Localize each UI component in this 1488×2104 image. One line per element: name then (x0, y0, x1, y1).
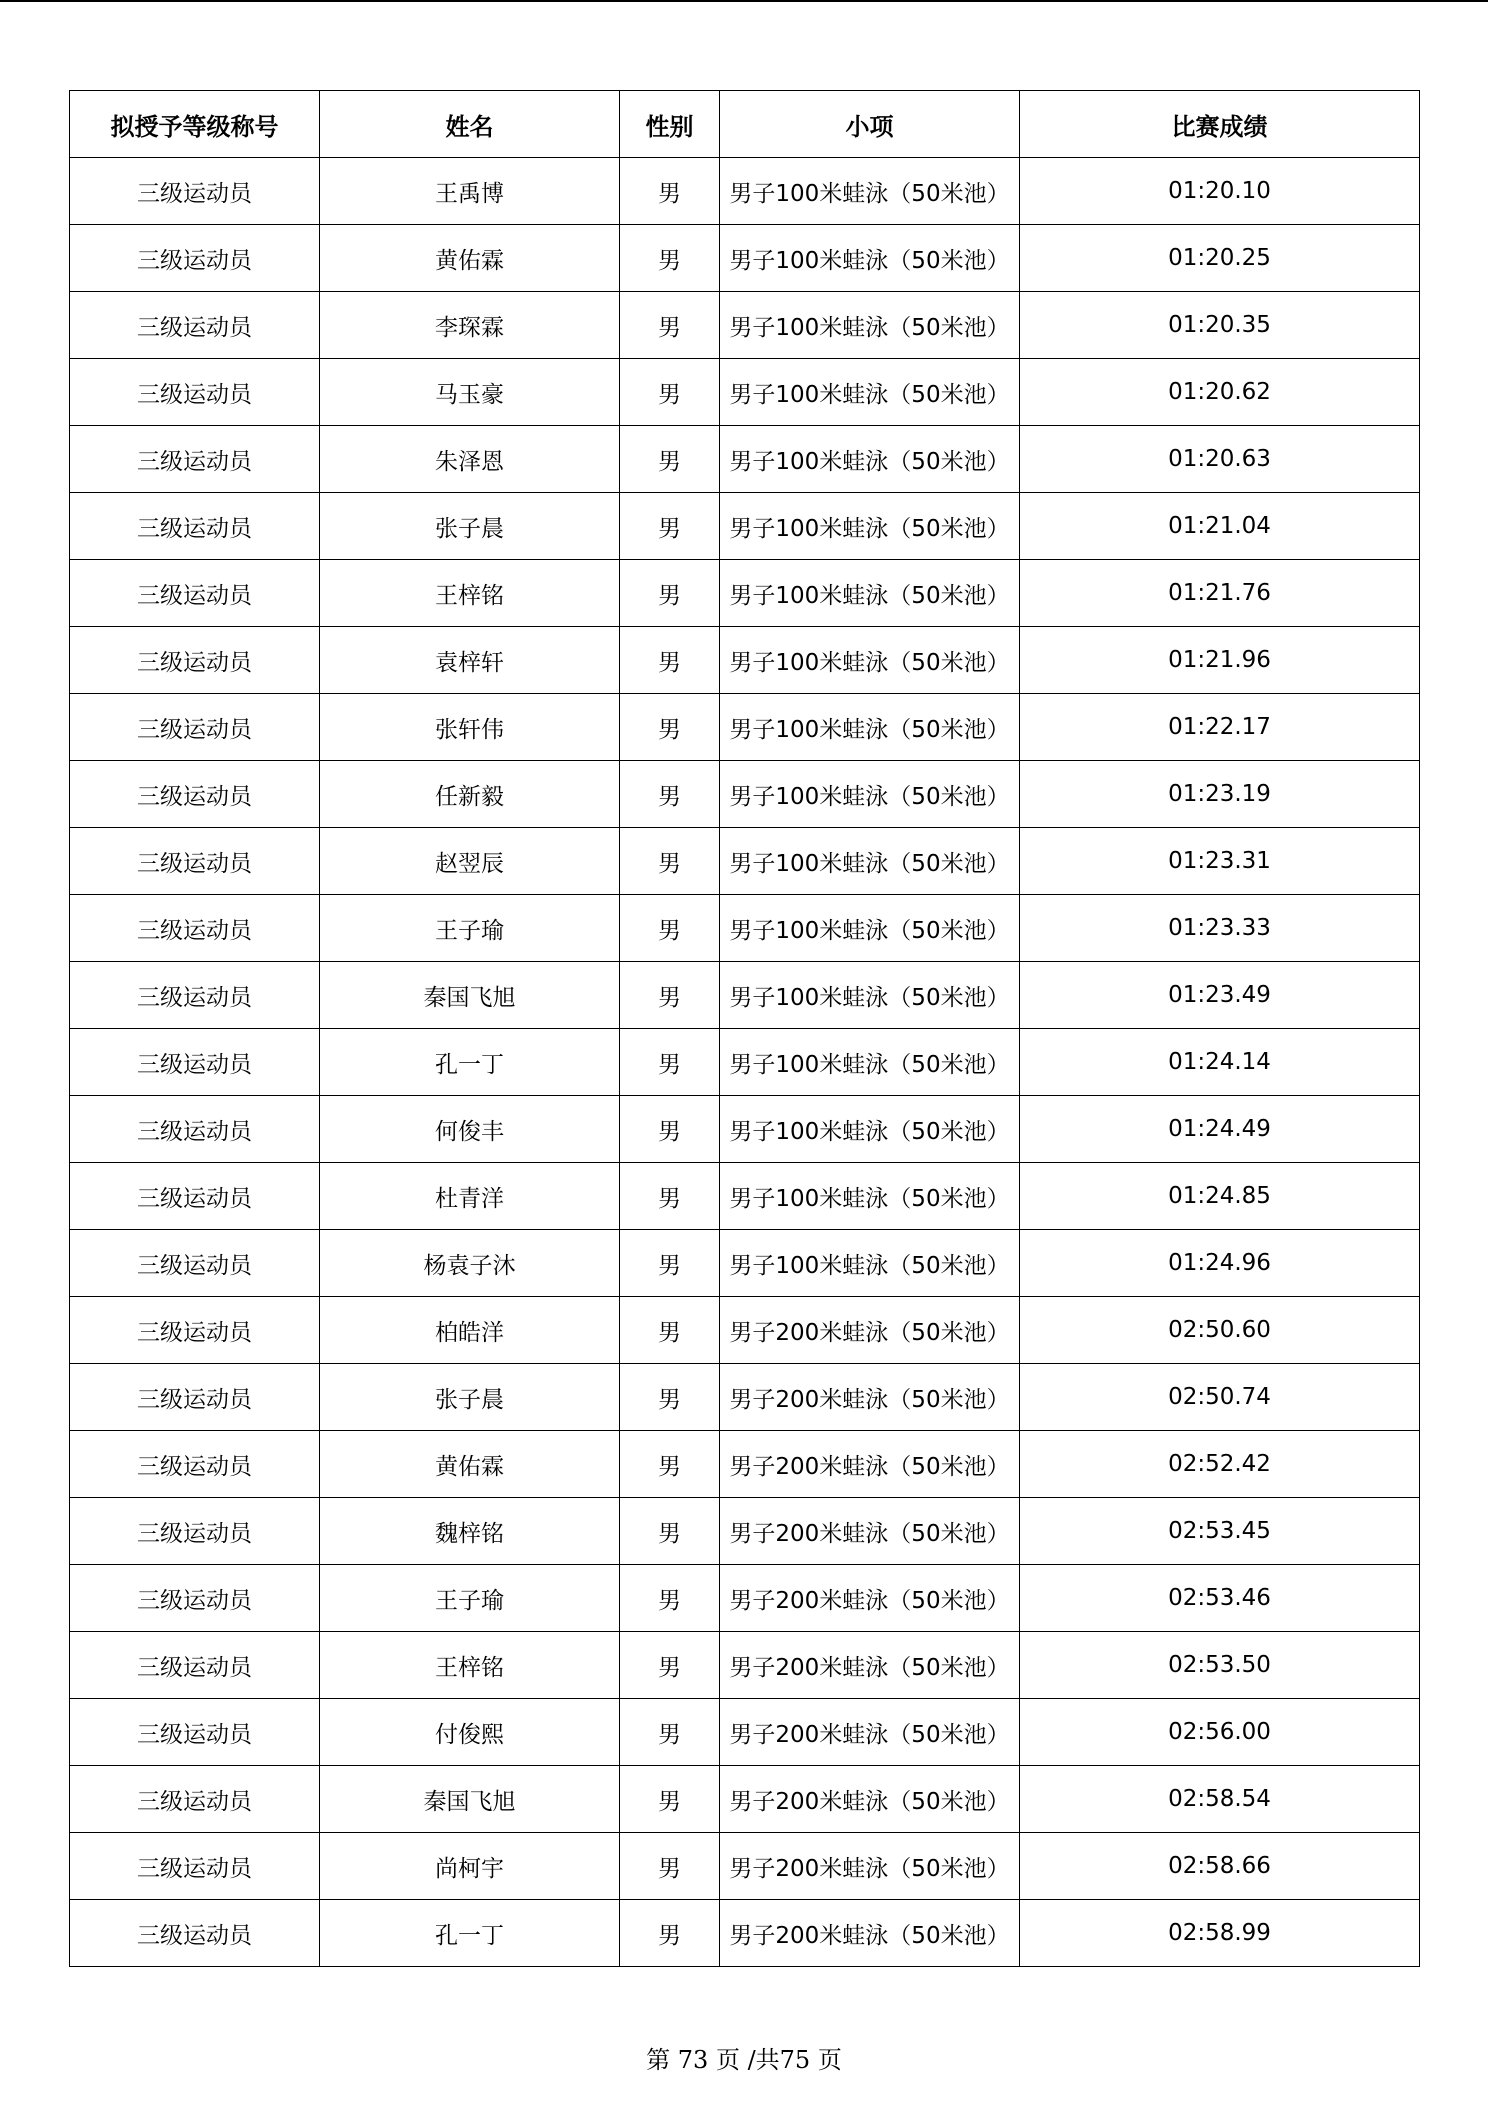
cell-gender: 男 (620, 1163, 720, 1230)
cell-result: 02:58.66 (1020, 1833, 1420, 1900)
cell-name: 杜青洋 (320, 1163, 620, 1230)
cell-event: 男子100米蛙泳（50米池） (720, 292, 1020, 359)
cell-result: 01:20.63 (1020, 426, 1420, 493)
cell-level: 三级运动员 (70, 560, 320, 627)
cell-result: 01:24.96 (1020, 1230, 1420, 1297)
cell-event: 男子200米蛙泳（50米池） (720, 1900, 1020, 1967)
cell-name: 任新毅 (320, 761, 620, 828)
cell-level: 三级运动员 (70, 962, 320, 1029)
cell-name: 张子晨 (320, 493, 620, 560)
cell-result: 02:53.50 (1020, 1632, 1420, 1699)
cell-name: 王禹博 (320, 158, 620, 225)
header-gender: 性别 (620, 91, 720, 158)
table-row (70, 426, 1420, 493)
cell-level: 三级运动员 (70, 1766, 320, 1833)
cell-name: 秦国飞旭 (320, 962, 620, 1029)
cell-event: 男子200米蛙泳（50米池） (720, 1699, 1020, 1766)
cell-result: 02:58.99 (1020, 1900, 1420, 1967)
cell-level: 三级运动员 (70, 761, 320, 828)
cell-gender: 男 (620, 1029, 720, 1096)
cell-result: 01:21.04 (1020, 493, 1420, 560)
table-row (70, 962, 1420, 1029)
cell-event: 男子200米蛙泳（50米池） (720, 1364, 1020, 1431)
header-event: 小项 (720, 91, 1020, 158)
cell-gender: 男 (620, 694, 720, 761)
cell-result: 02:52.42 (1020, 1431, 1420, 1498)
top-border-line (0, 0, 1488, 2)
cell-result: 01:21.76 (1020, 560, 1420, 627)
cell-name: 孔一丁 (320, 1029, 620, 1096)
cell-name: 魏梓铭 (320, 1498, 620, 1565)
header-level: 拟授予等级称号 (70, 91, 320, 158)
cell-result: 02:53.45 (1020, 1498, 1420, 1565)
table-row (70, 1230, 1420, 1297)
table-row (70, 359, 1420, 426)
results-table-container (69, 90, 1420, 1967)
cell-result: 01:23.19 (1020, 761, 1420, 828)
cell-event: 男子100米蛙泳（50米池） (720, 694, 1020, 761)
cell-event: 男子100米蛙泳（50米池） (720, 627, 1020, 694)
cell-gender: 男 (620, 1364, 720, 1431)
table-row (70, 1029, 1420, 1096)
table-row (70, 1096, 1420, 1163)
cell-event: 男子100米蛙泳（50米池） (720, 560, 1020, 627)
cell-event: 男子100米蛙泳（50米池） (720, 1163, 1020, 1230)
cell-result: 01:23.49 (1020, 962, 1420, 1029)
cell-result: 02:50.60 (1020, 1297, 1420, 1364)
cell-event: 男子200米蛙泳（50米池） (720, 1632, 1020, 1699)
cell-gender: 男 (620, 560, 720, 627)
cell-gender: 男 (620, 627, 720, 694)
cell-level: 三级运动员 (70, 1900, 320, 1967)
cell-event: 男子100米蛙泳（50米池） (720, 1096, 1020, 1163)
cell-result: 01:20.62 (1020, 359, 1420, 426)
cell-event: 男子100米蛙泳（50米池） (720, 225, 1020, 292)
cell-gender: 男 (620, 761, 720, 828)
table-row (70, 1632, 1420, 1699)
cell-level: 三级运动员 (70, 292, 320, 359)
page-number: 第 73 页 /共75 页 (646, 2046, 842, 2074)
cell-event: 男子100米蛙泳（50米池） (720, 1029, 1020, 1096)
cell-level: 三级运动员 (70, 1230, 320, 1297)
cell-event: 男子100米蛙泳（50米池） (720, 761, 1020, 828)
table-row (70, 158, 1420, 225)
table-body (70, 158, 1420, 1967)
cell-name: 尚柯宇 (320, 1833, 620, 1900)
cell-name: 马玉豪 (320, 359, 620, 426)
cell-gender: 男 (620, 292, 720, 359)
cell-result: 01:24.14 (1020, 1029, 1420, 1096)
cell-result: 02:53.46 (1020, 1565, 1420, 1632)
cell-level: 三级运动员 (70, 1163, 320, 1230)
table-row (70, 895, 1420, 962)
table-row (70, 1766, 1420, 1833)
table-row (70, 1297, 1420, 1364)
cell-gender: 男 (620, 828, 720, 895)
cell-level: 三级运动员 (70, 1498, 320, 1565)
cell-gender: 男 (620, 1096, 720, 1163)
table-row (70, 1498, 1420, 1565)
cell-level: 三级运动员 (70, 225, 320, 292)
cell-event: 男子100米蛙泳（50米池） (720, 493, 1020, 560)
cell-result: 01:23.33 (1020, 895, 1420, 962)
cell-gender: 男 (620, 359, 720, 426)
table-row (70, 560, 1420, 627)
cell-level: 三级运动员 (70, 627, 320, 694)
table-row (70, 1900, 1420, 1967)
cell-event: 男子100米蛙泳（50米池） (720, 359, 1020, 426)
cell-gender: 男 (620, 1766, 720, 1833)
cell-gender: 男 (620, 1632, 720, 1699)
cell-name: 张轩伟 (320, 694, 620, 761)
table-row (70, 1163, 1420, 1230)
cell-level: 三级运动员 (70, 1632, 320, 1699)
cell-level: 三级运动员 (70, 158, 320, 225)
cell-name: 王梓铭 (320, 1632, 620, 1699)
cell-gender: 男 (620, 1230, 720, 1297)
table-row (70, 1431, 1420, 1498)
cell-name: 杨袁子沐 (320, 1230, 620, 1297)
cell-event: 男子200米蛙泳（50米池） (720, 1297, 1020, 1364)
table-row (70, 1364, 1420, 1431)
cell-name: 孔一丁 (320, 1900, 620, 1967)
cell-level: 三级运动员 (70, 1029, 320, 1096)
cell-level: 三级运动员 (70, 1096, 320, 1163)
table-row (70, 225, 1420, 292)
athlete-results-table (69, 90, 1420, 1967)
cell-result: 02:56.00 (1020, 1699, 1420, 1766)
cell-event: 男子100米蛙泳（50米池） (720, 895, 1020, 962)
header-result: 比赛成绩 (1020, 91, 1420, 158)
table-row (70, 828, 1420, 895)
cell-name: 袁梓轩 (320, 627, 620, 694)
cell-event: 男子100米蛙泳（50米池） (720, 828, 1020, 895)
cell-level: 三级运动员 (70, 359, 320, 426)
table-row (70, 292, 1420, 359)
cell-event: 男子200米蛙泳（50米池） (720, 1498, 1020, 1565)
cell-event: 男子100米蛙泳（50米池） (720, 158, 1020, 225)
cell-name: 王子瑜 (320, 1565, 620, 1632)
cell-gender: 男 (620, 1498, 720, 1565)
cell-name: 柏皓洋 (320, 1297, 620, 1364)
cell-gender: 男 (620, 1699, 720, 1766)
cell-level: 三级运动员 (70, 426, 320, 493)
table-row (70, 761, 1420, 828)
cell-result: 02:58.54 (1020, 1766, 1420, 1833)
cell-gender: 男 (620, 426, 720, 493)
cell-name: 赵翌辰 (320, 828, 620, 895)
cell-level: 三级运动员 (70, 1699, 320, 1766)
cell-name: 秦国飞旭 (320, 1766, 620, 1833)
cell-name: 王梓铭 (320, 560, 620, 627)
cell-gender: 男 (620, 1297, 720, 1364)
cell-name: 张子晨 (320, 1364, 620, 1431)
cell-gender: 男 (620, 1431, 720, 1498)
cell-name: 王子瑜 (320, 895, 620, 962)
cell-name: 李琛霖 (320, 292, 620, 359)
table-row (70, 1565, 1420, 1632)
cell-result: 01:23.31 (1020, 828, 1420, 895)
cell-event: 男子100米蛙泳（50米池） (720, 962, 1020, 1029)
cell-gender: 男 (620, 158, 720, 225)
cell-gender: 男 (620, 1900, 720, 1967)
table-row (70, 493, 1420, 560)
cell-gender: 男 (620, 1565, 720, 1632)
cell-result: 01:20.10 (1020, 158, 1420, 225)
table-row (70, 1833, 1420, 1900)
cell-result: 01:21.96 (1020, 627, 1420, 694)
cell-level: 三级运动员 (70, 1833, 320, 1900)
cell-level: 三级运动员 (70, 1431, 320, 1498)
cell-result: 02:50.74 (1020, 1364, 1420, 1431)
cell-name: 黄佑霖 (320, 1431, 620, 1498)
cell-level: 三级运动员 (70, 1297, 320, 1364)
cell-event: 男子200米蛙泳（50米池） (720, 1766, 1020, 1833)
cell-level: 三级运动员 (70, 694, 320, 761)
table-row (70, 627, 1420, 694)
cell-gender: 男 (620, 962, 720, 1029)
cell-result: 01:20.35 (1020, 292, 1420, 359)
cell-gender: 男 (620, 1833, 720, 1900)
cell-event: 男子200米蛙泳（50米池） (720, 1565, 1020, 1632)
cell-event: 男子200米蛙泳（50米池） (720, 1431, 1020, 1498)
header-name: 姓名 (320, 91, 620, 158)
cell-level: 三级运动员 (70, 493, 320, 560)
cell-gender: 男 (620, 895, 720, 962)
cell-event: 男子100米蛙泳（50米池） (720, 426, 1020, 493)
cell-result: 01:20.25 (1020, 225, 1420, 292)
cell-name: 黄佑霖 (320, 225, 620, 292)
cell-name: 付俊熙 (320, 1699, 620, 1766)
cell-level: 三级运动员 (70, 895, 320, 962)
table-row (70, 694, 1420, 761)
cell-gender: 男 (620, 493, 720, 560)
cell-name: 何俊丰 (320, 1096, 620, 1163)
cell-result: 01:24.49 (1020, 1096, 1420, 1163)
cell-result: 01:22.17 (1020, 694, 1420, 761)
cell-gender: 男 (620, 225, 720, 292)
table-row (70, 1699, 1420, 1766)
cell-level: 三级运动员 (70, 1565, 320, 1632)
cell-level: 三级运动员 (70, 828, 320, 895)
cell-event: 男子100米蛙泳（50米池） (720, 1230, 1020, 1297)
cell-result: 01:24.85 (1020, 1163, 1420, 1230)
cell-level: 三级运动员 (70, 1364, 320, 1431)
cell-name: 朱泽恩 (320, 426, 620, 493)
cell-event: 男子200米蛙泳（50米池） (720, 1833, 1020, 1900)
table-header-row (70, 91, 1420, 158)
